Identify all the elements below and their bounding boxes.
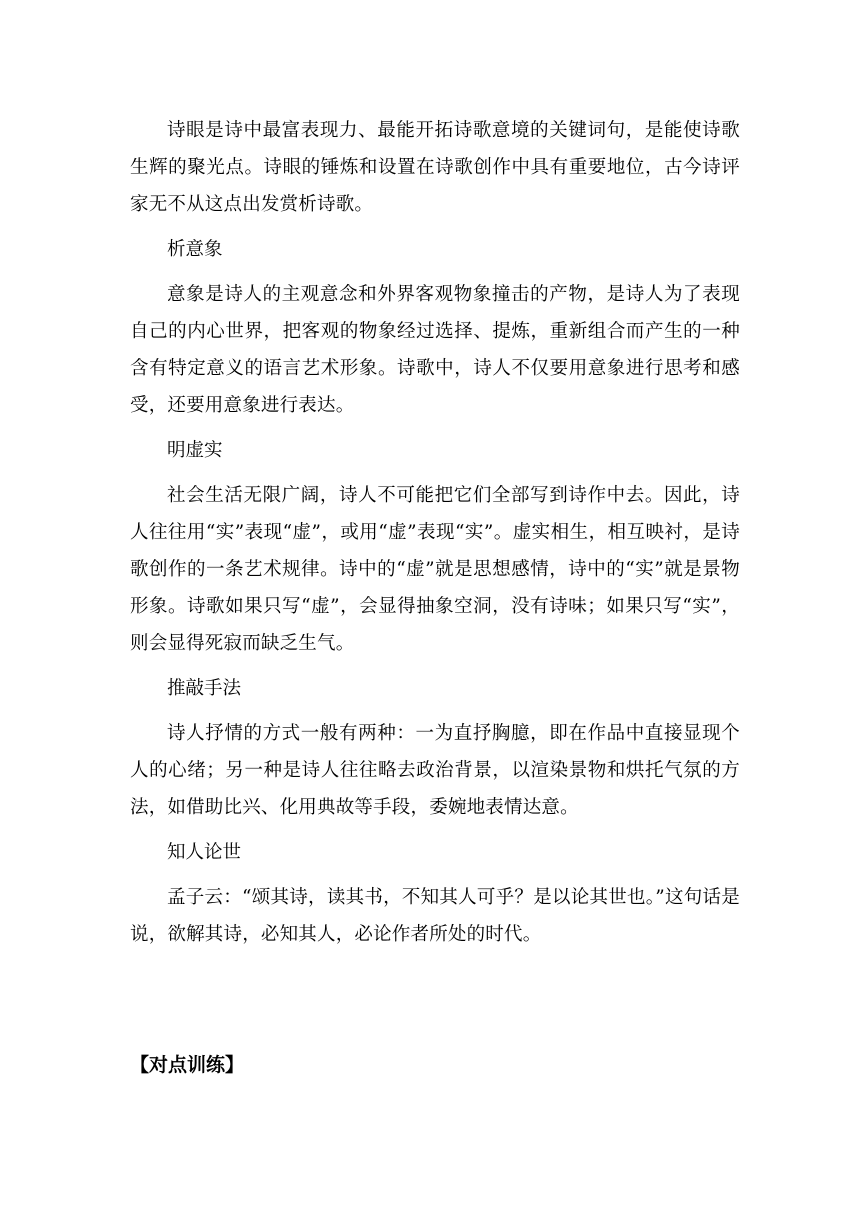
section-title-practice: 【对点训练】 bbox=[130, 1054, 245, 1076]
heading-tuiqiaoshoufa: 推敲手法 bbox=[167, 678, 242, 699]
paragraph-shoufa: 诗人抒情的方式一般有两种：一为直抒胸臆，即在作品中直接显现个人的心绪；另一种是诗人往往略去政治背景，以渲染景物和烘托气氛的方法，如借助比兴、化用典故等手段，委婉地表情达意。 bbox=[130, 723, 740, 818]
heading-xiyixiang: 析意象 bbox=[167, 239, 223, 260]
paragraph-lunshi: 孟子云：“颂其诗，读其书，不知其人可乎？是以论其世也。”这句话是说，欲解其诗，必知其人，必论作者所处的时代。 bbox=[130, 887, 740, 945]
paragraph-xushi: 社会生活无限广阔，诗人不可能把它们全部写到诗作中去。因此，诗人往往用“实”表现“虚”，或用“虚”表现“实”。虚实相生，相互映衬，是诗歌创作的一条艺术规律。诗中的“虚”就是思想感情，诗中的“实”就是景物形象。诗歌如果只写“虚”，会显得抽象空洞，没有诗味；如果只写“实”，则会显得死寂而缺乏生气。 bbox=[130, 485, 740, 654]
paragraph-yixiang: 意象是诗人的主观意念和外界客观物象撞击的产物，是诗人为了表现自己的内心世界，把客观的物象经过选择、提炼，重新组合而产生的一种含有特定意义的语言艺术形象。诗歌中，诗人不仅要用意象进行思考和感受，还要用意象进行表达。 bbox=[130, 284, 740, 416]
heading-zhirenlunshi: 知人论世 bbox=[167, 842, 242, 863]
paragraph-shiyan: 诗眼是诗中最富表现力、最能开拓诗歌意境的关键词句，是能使诗歌生辉的聚光点。诗眼的锤炼和设置在诗歌创作中具有重要地位，古今诗评家无不从这点出发赏析诗歌。 bbox=[130, 120, 740, 215]
document-body bbox=[130, 112, 740, 961]
heading-mingxushi: 明虚实 bbox=[167, 440, 223, 461]
